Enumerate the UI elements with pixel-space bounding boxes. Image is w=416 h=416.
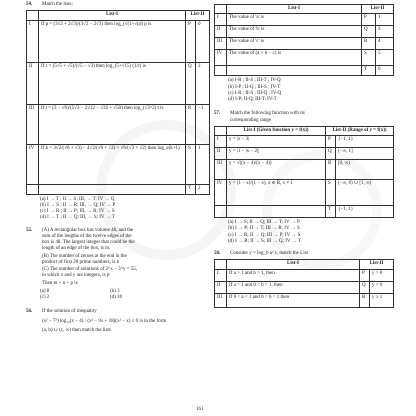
text-line: box is 48. The largest integer that could be the: [42, 240, 135, 245]
inequality: (x² − 7²) log₁₀(x − 4) / (x² − 9x + 18)(x² − x) ≤ 0 is in the form: [42, 318, 167, 324]
row-code: R: [186, 104, 196, 144]
right-column: [214, 0, 394, 308]
row-code: S: [326, 180, 336, 206]
row-value: 1: [196, 144, 210, 184]
answer-options: [228, 220, 394, 245]
text-line: (a, b) ∪ (c, ∞) then match the lists: [42, 327, 111, 333]
option-b[interactable]: (b) 3: [110, 288, 120, 294]
row-numeral: I: [27, 20, 39, 62]
text-line: If the solution of inequality: [42, 309, 97, 315]
match-table: [214, 126, 394, 218]
question-57: [214, 111, 394, 245]
row-code: P: [360, 269, 370, 281]
row-text: If k = 3√2/(√6 + √3) − 4√3/(√6 + √2) + √6/(√3 + √2) then log_e(k+1): [39, 144, 186, 184]
row-value: (−∞, 0) ∪ [1, ∞): [336, 180, 394, 206]
row-code: P: [186, 20, 196, 62]
answer-options: [228, 78, 394, 103]
row-value: 2: [196, 62, 210, 104]
row-numeral: III: [215, 293, 227, 307]
row-code: R: [360, 293, 370, 307]
text-line: product of first 20 prime numbers, is n: [42, 259, 120, 265]
row-value: y < 0: [370, 281, 394, 293]
text-line: (C) The number of solutions of 2^x − 3^y = 55,: [42, 267, 138, 272]
match-table: [26, 10, 210, 194]
question-title: Match the following function with its: [230, 111, 305, 117]
option-d[interactable]: (d) I → T ; II → Q; III, → S; IV → T: [40, 215, 115, 221]
option-b[interactable]: (b) I → S ; II → R; III, → Q; IV → P: [40, 202, 116, 208]
row-numeral: III: [215, 160, 227, 180]
row-text: y = |x − 3|: [227, 136, 326, 148]
column-header: List-II: [362, 5, 394, 14]
row-text: The value of 'b' is: [227, 26, 362, 38]
question-number: 54.: [26, 2, 33, 7]
option-d[interactable]: (d) I-P; II-Q; III-T; IV-T: [228, 97, 277, 102]
row-code: T: [326, 206, 336, 218]
row-value: {−1, 1}: [336, 206, 394, 218]
question-title: corresponding range: [230, 117, 271, 123]
match-table: [214, 4, 394, 76]
row-numeral: II: [27, 62, 39, 104]
row-code: Q: [186, 62, 196, 104]
question-56: [26, 309, 210, 334]
question-number: 58.: [214, 251, 221, 256]
row-text: If 0 < a < 1 and 0 < b < 1 then: [227, 293, 360, 307]
question-number: 56.: [26, 309, 33, 315]
row-text: The value of (a + b − c) is: [227, 50, 362, 66]
row-code: R: [362, 38, 376, 50]
column-header: List-II (Range of y = f(x)): [326, 126, 394, 135]
row-value: [0, ∞): [336, 160, 394, 180]
row-value: 1: [376, 14, 394, 26]
question-55: [26, 228, 210, 302]
row-text: If t = (3 − √6)/(5√3 − 2√12 − √32 + √50) then log_(√3^2) t is: [39, 104, 186, 144]
row-numeral: I: [215, 14, 227, 26]
row-code: T: [362, 66, 376, 76]
row-value: 3: [376, 26, 394, 38]
row-value: 2: [196, 184, 210, 194]
row-code: Q: [326, 148, 336, 160]
row-value: 4: [376, 38, 394, 50]
row-code: S: [186, 144, 196, 184]
text-line: (B) The number of zeroes at the end in the: [42, 253, 127, 259]
answer-options: [40, 197, 210, 222]
question-title: Match the lists:: [42, 2, 73, 7]
option-a[interactable]: (a) I → S; II → Q; III → T; IV → P: [228, 220, 300, 225]
row-value: 5: [376, 50, 394, 66]
page-number: 161: [196, 407, 204, 412]
row-numeral: IV: [27, 144, 39, 184]
row-text: y = (1 − x)/(1 − x), x ∈ R, x ≠ 1: [227, 180, 326, 206]
row-code: P: [362, 14, 376, 26]
option-c[interactable]: (c) I-R ; II-S ; III-Q ; IV-Q: [228, 90, 282, 96]
row-numeral: IV: [215, 180, 227, 206]
question-number: 57.: [214, 111, 221, 117]
row-text: y = √((x − 4)/(x − 4)): [227, 160, 326, 180]
row-numeral: I: [215, 136, 227, 148]
row-code: Q: [360, 281, 370, 293]
question-54: [26, 2, 210, 222]
option-c[interactable]: (c) I → R; II → Q; III → P; IV → S: [228, 232, 301, 238]
row-code: T: [186, 184, 196, 194]
row-numeral: II: [215, 148, 227, 160]
match-table: [214, 259, 394, 307]
row-value: y > 0: [370, 269, 394, 281]
question-title: Consider y = log_b a^x, match the List: [230, 251, 308, 256]
answer-options: [40, 289, 210, 302]
column-header: List-I: [39, 11, 186, 20]
left-column: [26, 0, 210, 334]
row-code: Q: [362, 26, 376, 38]
option-d[interactable]: (d) 10: [110, 295, 123, 300]
row-numeral: II: [215, 281, 227, 293]
row-text: If r = (5√5 + √5)/(√5 − √3) then log_(5+√15) (1/r) is: [39, 62, 186, 104]
row-numeral: II: [215, 26, 227, 38]
column-header: List-II: [186, 11, 210, 20]
row-numeral: I.: [215, 269, 227, 281]
option-a[interactable]: (a) I-R ; II-S ; III-T ; IV-Q: [228, 78, 281, 84]
text-line: in which x and y are integers, is p: [42, 273, 110, 279]
option-a[interactable]: (a) I → T ; II → S; III, → T; IV → Q: [40, 196, 115, 202]
row-value: {−1, 1}: [336, 136, 394, 148]
text-line: length of an edge of the box, is m.: [42, 246, 111, 252]
row-code: R: [326, 160, 336, 180]
row-value: 0: [196, 20, 210, 62]
row-value: (−∞, 1]: [336, 148, 394, 160]
row-text: If p = (3√2 + 2√3)/(3√2 − 2√3) then log_(√(1+√p)) p is: [39, 20, 186, 62]
option-c[interactable]: (c) I → R ; II → P; III, → R; IV → S: [40, 209, 115, 214]
row-value: 6: [376, 66, 394, 76]
column-header: List-I (Given function y = f(x)): [227, 126, 326, 135]
row-text: The value of 'c' is: [227, 38, 362, 50]
column-header: List-I: [227, 260, 360, 269]
row-text: The value of 'a' is: [227, 14, 362, 26]
row-numeral: III: [27, 104, 39, 144]
question-body: [42, 309, 166, 334]
row-value: y ≥ 1: [370, 293, 394, 307]
option-c[interactable]: (c) 2: [40, 295, 50, 300]
row-numeral: III: [215, 38, 227, 50]
option-d[interactable]: (d) I → R; II → S; III → Q; IV → T: [228, 238, 301, 244]
option-a[interactable]: (a) 8: [40, 288, 50, 294]
row-numeral: IV: [215, 50, 227, 66]
row-text: y = |1 − |x − 2||: [227, 148, 326, 160]
question-58: [214, 251, 394, 308]
question-number: 55.: [26, 227, 33, 233]
row-code: P: [326, 136, 336, 148]
column-header: List-I: [227, 5, 362, 14]
option-b[interactable]: (b) I-P ; II-Q ; III-S ; IV-T: [228, 84, 281, 90]
row-text: If a > 1 and b > 1, then: [227, 269, 360, 281]
option-b[interactable]: (b) I → P; II → T; III → R; IV → S: [228, 226, 300, 232]
column-header: List-II: [360, 260, 394, 269]
text-line: Then m + n + p is: [42, 280, 78, 286]
text-line: sum of the lengths of the twelve edges of the: [42, 233, 132, 239]
row-code: S: [362, 50, 376, 66]
row-text: If a > 1 and 0 < b < 1, then: [227, 281, 360, 293]
question-body: [42, 228, 137, 287]
text-line: (A) A rectangular box has volume 48, and the: [42, 227, 134, 233]
row-value: −1: [196, 104, 210, 144]
